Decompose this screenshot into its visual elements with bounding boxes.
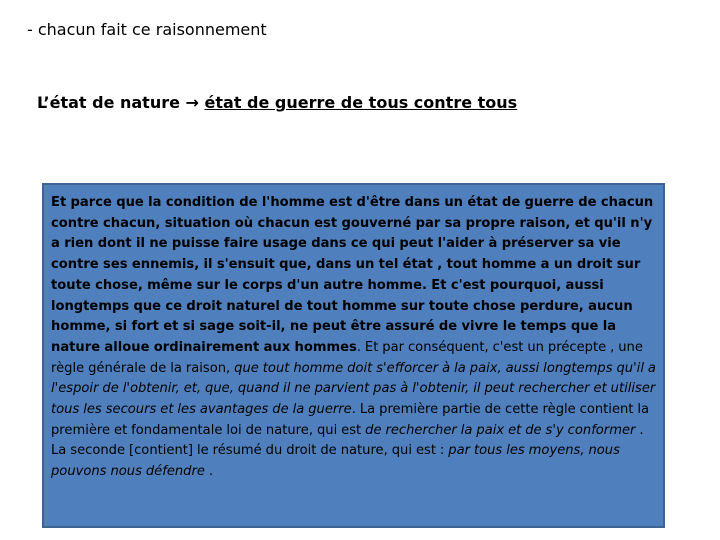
- quote-part-8: .: [204, 464, 214, 480]
- quote-italic-precept: que tout homme doit s'efforcer à la paix, aussi longtemps qu'il a l'espoir de l'obtenir, et, que, quand il ne parvient pas à l'obtenir, il peut rechercher et utiliser tous les secours et les avantages de la guerre: [51, 360, 656, 418]
- quote-part-6: . La seconde [contient] le résumé du droit de nature, qui est :: [51, 422, 644, 459]
- thesis-line: [37, 93, 517, 112]
- quote-italic-first-law: de rechercher la paix et de s'y conformer: [365, 422, 636, 438]
- quote-bold-part: Et parce que la condition de l'homme est d'être dans un état de guerre de chacun contre chacun, situation où chacun est gouverné par sa propre raison, et qu'il n'y a rien dont il ne puisse faire usage dans ce qui peut l'aider à préserver sa vie contre ses ennemis, il s'ensuit que, dans un tel état , tout homme a un droit sur toute chose, même sur le corps d'un autre homme. Et c'est pourquoi, aussi longtemps que ce droit naturel de tout homme sur toute chose perdure, aucun homme, si fort et si sage soit-il, ne peut être assuré de vivre le temps que la nature alloue ordinairement aux hommes: [51, 195, 654, 355]
- thesis-left: L’état de nature: [37, 93, 180, 112]
- thesis-right: état de guerre de tous contre tous: [204, 93, 518, 112]
- quote-italic-right: par tous les moyens, nous pouvons nous défendre: [51, 443, 620, 480]
- arrow-icon: →: [185, 93, 199, 112]
- heading-line: - chacun fait ce raisonnement: [27, 20, 267, 39]
- quote-text: [51, 193, 657, 483]
- quote-part-2: . Et par conséquent, c'est un précepte , une règle générale de la raison,: [51, 339, 643, 376]
- quote-part-4: . La première partie de cette règle contient la première et fondamentale loi de nature, qui est: [51, 402, 650, 438]
- quote-box: [42, 183, 665, 528]
